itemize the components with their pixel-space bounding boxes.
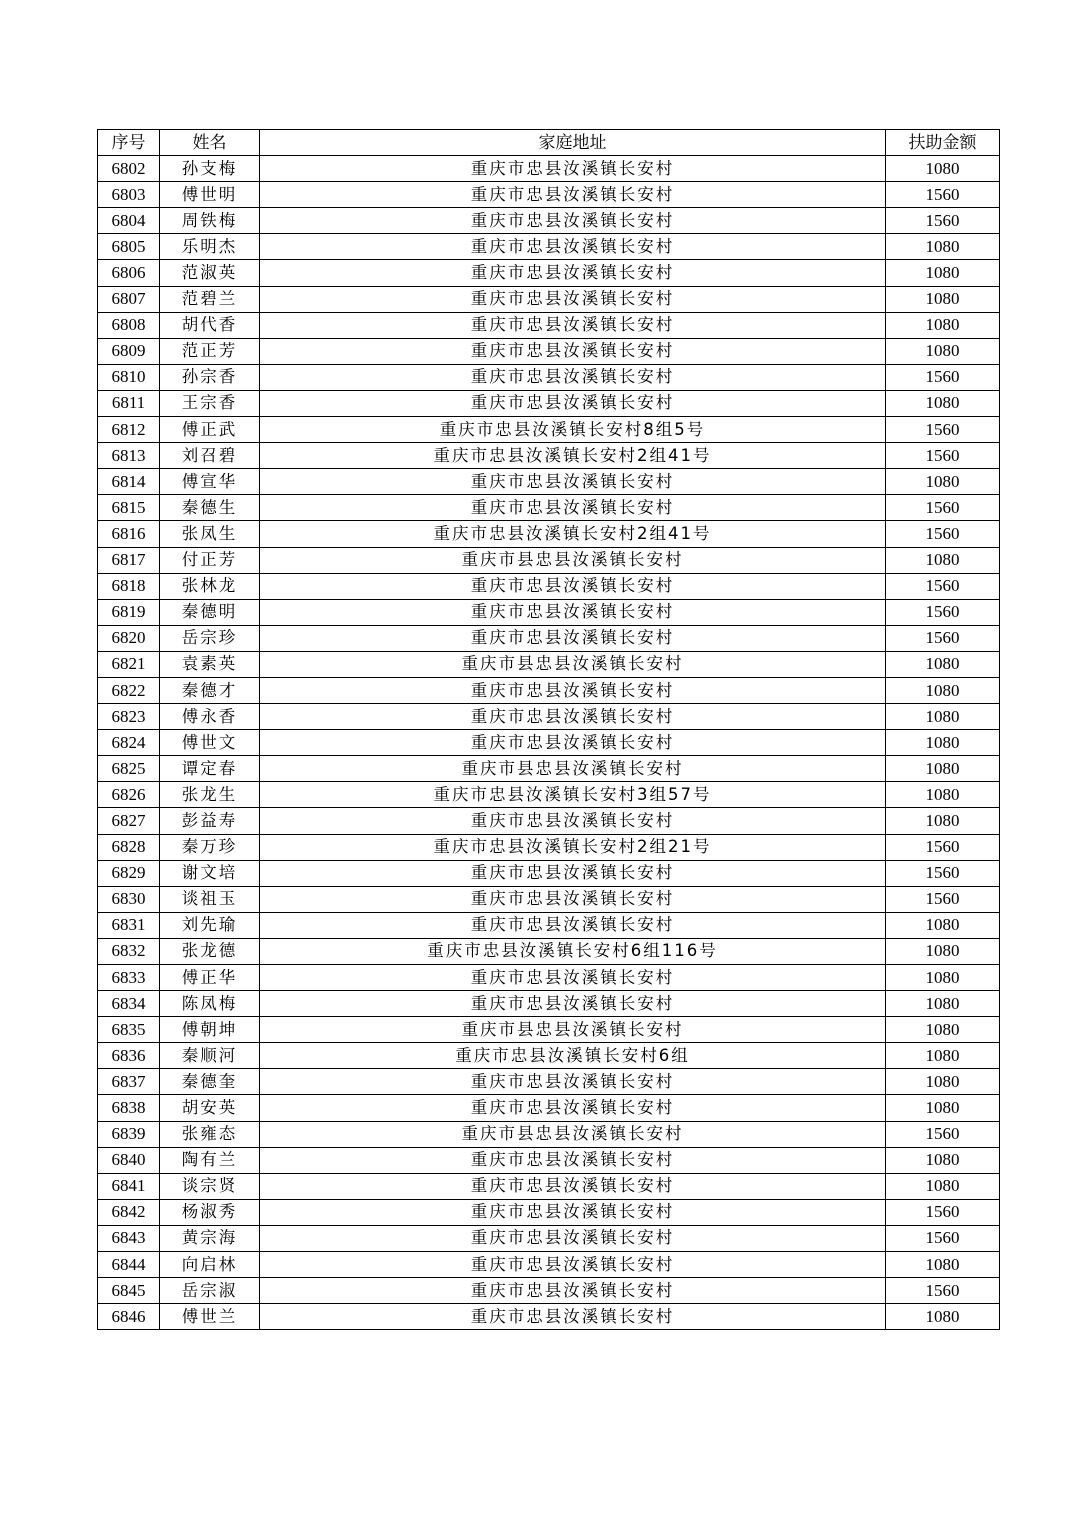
serial-number-cell: 6811 xyxy=(98,390,160,416)
header-home-address: 家庭地址 xyxy=(260,130,886,156)
header-serial-number: 序号 xyxy=(98,130,160,156)
table-row xyxy=(98,417,1000,443)
amount-cell: 1080 xyxy=(886,730,1000,756)
name-cell: 谈宗贤 xyxy=(160,1173,260,1199)
address-cell: 重庆市忠县汝溪镇长安村 xyxy=(260,912,886,938)
address-cell: 重庆市忠县汝溪镇长安村 xyxy=(260,704,886,730)
address-cell: 重庆市忠县汝溪镇长安村 xyxy=(260,286,886,312)
amount-cell: 1560 xyxy=(886,1121,1000,1147)
name-cell: 傅正武 xyxy=(160,417,260,443)
table-row xyxy=(98,495,1000,521)
name-cell: 谢文培 xyxy=(160,860,260,886)
name-cell: 岳宗珍 xyxy=(160,625,260,651)
address-cell: 重庆市忠县汝溪镇长安村 xyxy=(260,1095,886,1121)
name-cell: 张凤生 xyxy=(160,521,260,547)
amount-cell: 1080 xyxy=(886,390,1000,416)
name-cell: 秦万珍 xyxy=(160,834,260,860)
table-row xyxy=(98,730,1000,756)
table-row xyxy=(98,338,1000,364)
name-cell: 秦德才 xyxy=(160,677,260,703)
amount-cell: 1080 xyxy=(886,260,1000,286)
address-cell: 重庆市县忠县汝溪镇长安村 xyxy=(260,756,886,782)
address-cell: 重庆市忠县汝溪镇长安村 xyxy=(260,1304,886,1330)
name-cell: 张龙德 xyxy=(160,938,260,964)
address-cell: 重庆市忠县汝溪镇长安村 xyxy=(260,808,886,834)
name-cell: 秦德奎 xyxy=(160,1069,260,1095)
address-cell: 重庆市忠县汝溪镇长安村 xyxy=(260,182,886,208)
table-row xyxy=(98,469,1000,495)
address-cell: 重庆市忠县汝溪镇长安村 xyxy=(260,599,886,625)
name-cell: 秦顺河 xyxy=(160,1043,260,1069)
amount-cell: 1080 xyxy=(886,677,1000,703)
serial-number-cell: 6809 xyxy=(98,338,160,364)
table-row xyxy=(98,364,1000,390)
serial-number-cell: 6817 xyxy=(98,547,160,573)
address-cell: 重庆市忠县汝溪镇长安村 xyxy=(260,860,886,886)
amount-cell: 1560 xyxy=(886,417,1000,443)
name-cell: 杨淑秀 xyxy=(160,1199,260,1225)
header-name: 姓名 xyxy=(160,130,260,156)
address-cell: 重庆市忠县汝溪镇长安村 xyxy=(260,1225,886,1251)
address-cell: 重庆市忠县汝溪镇长安村2组41号 xyxy=(260,443,886,469)
amount-cell: 1560 xyxy=(886,1225,1000,1251)
address-cell: 重庆市忠县汝溪镇长安村3组57号 xyxy=(260,782,886,808)
amount-cell: 1080 xyxy=(886,991,1000,1017)
serial-number-cell: 6804 xyxy=(98,208,160,234)
amount-cell: 1080 xyxy=(886,338,1000,364)
table-row xyxy=(98,834,1000,860)
serial-number-cell: 6808 xyxy=(98,312,160,338)
serial-number-cell: 6818 xyxy=(98,573,160,599)
address-cell: 重庆市忠县汝溪镇长安村 xyxy=(260,338,886,364)
name-cell: 孙支梅 xyxy=(160,156,260,182)
header-assistance-amount: 扶助金额 xyxy=(886,130,1000,156)
amount-cell: 1080 xyxy=(886,1304,1000,1330)
address-cell: 重庆市忠县汝溪镇长安村 xyxy=(260,1252,886,1278)
name-cell: 陈凤梅 xyxy=(160,991,260,1017)
serial-number-cell: 6802 xyxy=(98,156,160,182)
amount-cell: 1080 xyxy=(886,469,1000,495)
serial-number-cell: 6826 xyxy=(98,782,160,808)
amount-cell: 1560 xyxy=(886,364,1000,390)
name-cell: 范淑英 xyxy=(160,260,260,286)
address-cell: 重庆市忠县汝溪镇长安村 xyxy=(260,1278,886,1304)
serial-number-cell: 6839 xyxy=(98,1121,160,1147)
serial-number-cell: 6814 xyxy=(98,469,160,495)
address-cell: 重庆市忠县汝溪镇长安村 xyxy=(260,1069,886,1095)
serial-number-cell: 6813 xyxy=(98,443,160,469)
address-cell: 重庆市忠县汝溪镇长安村 xyxy=(260,495,886,521)
amount-cell: 1080 xyxy=(886,1095,1000,1121)
name-cell: 乐明杰 xyxy=(160,234,260,260)
amount-cell: 1560 xyxy=(886,495,1000,521)
serial-number-cell: 6805 xyxy=(98,234,160,260)
serial-number-cell: 6831 xyxy=(98,912,160,938)
address-cell: 重庆市忠县汝溪镇长安村6组 xyxy=(260,1043,886,1069)
table-row xyxy=(98,208,1000,234)
table-row xyxy=(98,912,1000,938)
amount-cell: 1080 xyxy=(886,234,1000,260)
address-cell: 重庆市忠县汝溪镇长安村 xyxy=(260,886,886,912)
address-cell: 重庆市县忠县汝溪镇长安村 xyxy=(260,1121,886,1147)
table-body xyxy=(98,156,1000,1330)
table-row xyxy=(98,1304,1000,1330)
address-cell: 重庆市忠县汝溪镇长安村2组21号 xyxy=(260,834,886,860)
name-cell: 刘召碧 xyxy=(160,443,260,469)
amount-cell: 1560 xyxy=(886,625,1000,651)
name-cell: 陶有兰 xyxy=(160,1147,260,1173)
amount-cell: 1080 xyxy=(886,1147,1000,1173)
amount-cell: 1560 xyxy=(886,521,1000,547)
name-cell: 向启林 xyxy=(160,1252,260,1278)
serial-number-cell: 6840 xyxy=(98,1147,160,1173)
amount-cell: 1560 xyxy=(886,599,1000,625)
name-cell: 傅世兰 xyxy=(160,1304,260,1330)
assistance-table xyxy=(97,129,1000,1330)
serial-number-cell: 6807 xyxy=(98,286,160,312)
serial-number-cell: 6846 xyxy=(98,1304,160,1330)
name-cell: 傅世文 xyxy=(160,730,260,756)
name-cell: 秦德生 xyxy=(160,495,260,521)
name-cell: 黄宗海 xyxy=(160,1225,260,1251)
name-cell: 王宗香 xyxy=(160,390,260,416)
address-cell: 重庆市忠县汝溪镇长安村 xyxy=(260,991,886,1017)
table-row xyxy=(98,1095,1000,1121)
name-cell: 张林龙 xyxy=(160,573,260,599)
table-row xyxy=(98,1199,1000,1225)
address-cell: 重庆市忠县汝溪镇长安村 xyxy=(260,677,886,703)
table-row xyxy=(98,1225,1000,1251)
serial-number-cell: 6832 xyxy=(98,938,160,964)
table-row xyxy=(98,443,1000,469)
amount-cell: 1080 xyxy=(886,912,1000,938)
table-row xyxy=(98,860,1000,886)
serial-number-cell: 6806 xyxy=(98,260,160,286)
amount-cell: 1560 xyxy=(886,208,1000,234)
amount-cell: 1080 xyxy=(886,286,1000,312)
amount-cell: 1560 xyxy=(886,886,1000,912)
name-cell: 袁素英 xyxy=(160,651,260,677)
serial-number-cell: 6838 xyxy=(98,1095,160,1121)
table-row xyxy=(98,756,1000,782)
name-cell: 付正芳 xyxy=(160,547,260,573)
table-row xyxy=(98,1278,1000,1304)
serial-number-cell: 6829 xyxy=(98,860,160,886)
address-cell: 重庆市忠县汝溪镇长安村 xyxy=(260,469,886,495)
name-cell: 范碧兰 xyxy=(160,286,260,312)
name-cell: 张雍态 xyxy=(160,1121,260,1147)
name-cell: 岳宗淑 xyxy=(160,1278,260,1304)
table-row xyxy=(98,234,1000,260)
amount-cell: 1560 xyxy=(886,860,1000,886)
serial-number-cell: 6825 xyxy=(98,756,160,782)
address-cell: 重庆市忠县汝溪镇长安村2组41号 xyxy=(260,521,886,547)
table-row xyxy=(98,182,1000,208)
address-cell: 重庆市忠县汝溪镇长安村 xyxy=(260,260,886,286)
name-cell: 刘先瑜 xyxy=(160,912,260,938)
address-cell: 重庆市县忠县汝溪镇长安村 xyxy=(260,1017,886,1043)
table-row xyxy=(98,651,1000,677)
amount-cell: 1560 xyxy=(886,1278,1000,1304)
serial-number-cell: 6827 xyxy=(98,808,160,834)
address-cell: 重庆市忠县汝溪镇长安村 xyxy=(260,1199,886,1225)
table-row xyxy=(98,677,1000,703)
table-row xyxy=(98,573,1000,599)
table-row xyxy=(98,521,1000,547)
table-row xyxy=(98,1017,1000,1043)
serial-number-cell: 6824 xyxy=(98,730,160,756)
amount-cell: 1080 xyxy=(886,704,1000,730)
table-row xyxy=(98,1173,1000,1199)
address-cell: 重庆市忠县汝溪镇长安村 xyxy=(260,1147,886,1173)
table-row xyxy=(98,625,1000,651)
table-row xyxy=(98,1069,1000,1095)
amount-cell: 1080 xyxy=(886,965,1000,991)
amount-cell: 1080 xyxy=(886,1043,1000,1069)
address-cell: 重庆市忠县汝溪镇长安村 xyxy=(260,390,886,416)
serial-number-cell: 6834 xyxy=(98,991,160,1017)
table-row xyxy=(98,1121,1000,1147)
table-row xyxy=(98,390,1000,416)
amount-cell: 1080 xyxy=(886,312,1000,338)
serial-number-cell: 6835 xyxy=(98,1017,160,1043)
table-row xyxy=(98,547,1000,573)
amount-cell: 1080 xyxy=(886,651,1000,677)
serial-number-cell: 6816 xyxy=(98,521,160,547)
name-cell: 谭定春 xyxy=(160,756,260,782)
serial-number-cell: 6844 xyxy=(98,1252,160,1278)
name-cell: 傅世明 xyxy=(160,182,260,208)
amount-cell: 1080 xyxy=(886,1017,1000,1043)
table-row xyxy=(98,599,1000,625)
name-cell: 傅正华 xyxy=(160,965,260,991)
amount-cell: 1560 xyxy=(886,834,1000,860)
serial-number-cell: 6842 xyxy=(98,1199,160,1225)
name-cell: 周铁梅 xyxy=(160,208,260,234)
table-row xyxy=(98,886,1000,912)
serial-number-cell: 6828 xyxy=(98,834,160,860)
address-cell: 重庆市忠县汝溪镇长安村 xyxy=(260,965,886,991)
amount-cell: 1080 xyxy=(886,156,1000,182)
amount-cell: 1080 xyxy=(886,808,1000,834)
serial-number-cell: 6836 xyxy=(98,1043,160,1069)
table-row xyxy=(98,1043,1000,1069)
address-cell: 重庆市县忠县汝溪镇长安村 xyxy=(260,547,886,573)
serial-number-cell: 6812 xyxy=(98,417,160,443)
name-cell: 胡代香 xyxy=(160,312,260,338)
address-cell: 重庆市忠县汝溪镇长安村 xyxy=(260,156,886,182)
amount-cell: 1560 xyxy=(886,573,1000,599)
serial-number-cell: 6820 xyxy=(98,625,160,651)
amount-cell: 1560 xyxy=(886,1199,1000,1225)
name-cell: 傅宣华 xyxy=(160,469,260,495)
serial-number-cell: 6815 xyxy=(98,495,160,521)
address-cell: 重庆市忠县汝溪镇长安村 xyxy=(260,234,886,260)
address-cell: 重庆市忠县汝溪镇长安村6组116号 xyxy=(260,938,886,964)
amount-cell: 1080 xyxy=(886,1069,1000,1095)
amount-cell: 1080 xyxy=(886,938,1000,964)
serial-number-cell: 6837 xyxy=(98,1069,160,1095)
table-row xyxy=(98,782,1000,808)
name-cell: 彭益寿 xyxy=(160,808,260,834)
name-cell: 范正芳 xyxy=(160,338,260,364)
serial-number-cell: 6823 xyxy=(98,704,160,730)
table-row xyxy=(98,704,1000,730)
serial-number-cell: 6822 xyxy=(98,677,160,703)
name-cell: 孙宗香 xyxy=(160,364,260,390)
amount-cell: 1080 xyxy=(886,1252,1000,1278)
serial-number-cell: 6803 xyxy=(98,182,160,208)
address-cell: 重庆市忠县汝溪镇长安村 xyxy=(260,730,886,756)
name-cell: 谈祖玉 xyxy=(160,886,260,912)
name-cell: 秦德明 xyxy=(160,599,260,625)
table-row xyxy=(98,1147,1000,1173)
address-cell: 重庆市忠县汝溪镇长安村 xyxy=(260,625,886,651)
table-row xyxy=(98,991,1000,1017)
amount-cell: 1560 xyxy=(886,443,1000,469)
table-row xyxy=(98,965,1000,991)
name-cell: 胡安英 xyxy=(160,1095,260,1121)
serial-number-cell: 6843 xyxy=(98,1225,160,1251)
table-row xyxy=(98,1252,1000,1278)
table-row xyxy=(98,286,1000,312)
serial-number-cell: 6830 xyxy=(98,886,160,912)
address-cell: 重庆市忠县汝溪镇长安村 xyxy=(260,573,886,599)
table-row xyxy=(98,156,1000,182)
address-cell: 重庆市忠县汝溪镇长安村 xyxy=(260,312,886,338)
table-header xyxy=(98,130,1000,156)
serial-number-cell: 6821 xyxy=(98,651,160,677)
table-row xyxy=(98,938,1000,964)
serial-number-cell: 6833 xyxy=(98,965,160,991)
address-cell: 重庆市县忠县汝溪镇长安村 xyxy=(260,651,886,677)
serial-number-cell: 6819 xyxy=(98,599,160,625)
name-cell: 张龙生 xyxy=(160,782,260,808)
table-row xyxy=(98,312,1000,338)
amount-cell: 1080 xyxy=(886,547,1000,573)
table-row xyxy=(98,260,1000,286)
amount-cell: 1080 xyxy=(886,756,1000,782)
name-cell: 傅朝坤 xyxy=(160,1017,260,1043)
serial-number-cell: 6810 xyxy=(98,364,160,390)
table-row xyxy=(98,808,1000,834)
serial-number-cell: 6841 xyxy=(98,1173,160,1199)
amount-cell: 1080 xyxy=(886,782,1000,808)
address-cell: 重庆市忠县汝溪镇长安村 xyxy=(260,1173,886,1199)
address-cell: 重庆市忠县汝溪镇长安村 xyxy=(260,208,886,234)
address-cell: 重庆市忠县汝溪镇长安村 xyxy=(260,364,886,390)
name-cell: 傅永香 xyxy=(160,704,260,730)
amount-cell: 1080 xyxy=(886,1173,1000,1199)
serial-number-cell: 6845 xyxy=(98,1278,160,1304)
header-row xyxy=(98,130,1000,156)
amount-cell: 1560 xyxy=(886,182,1000,208)
address-cell: 重庆市忠县汝溪镇长安村8组5号 xyxy=(260,417,886,443)
